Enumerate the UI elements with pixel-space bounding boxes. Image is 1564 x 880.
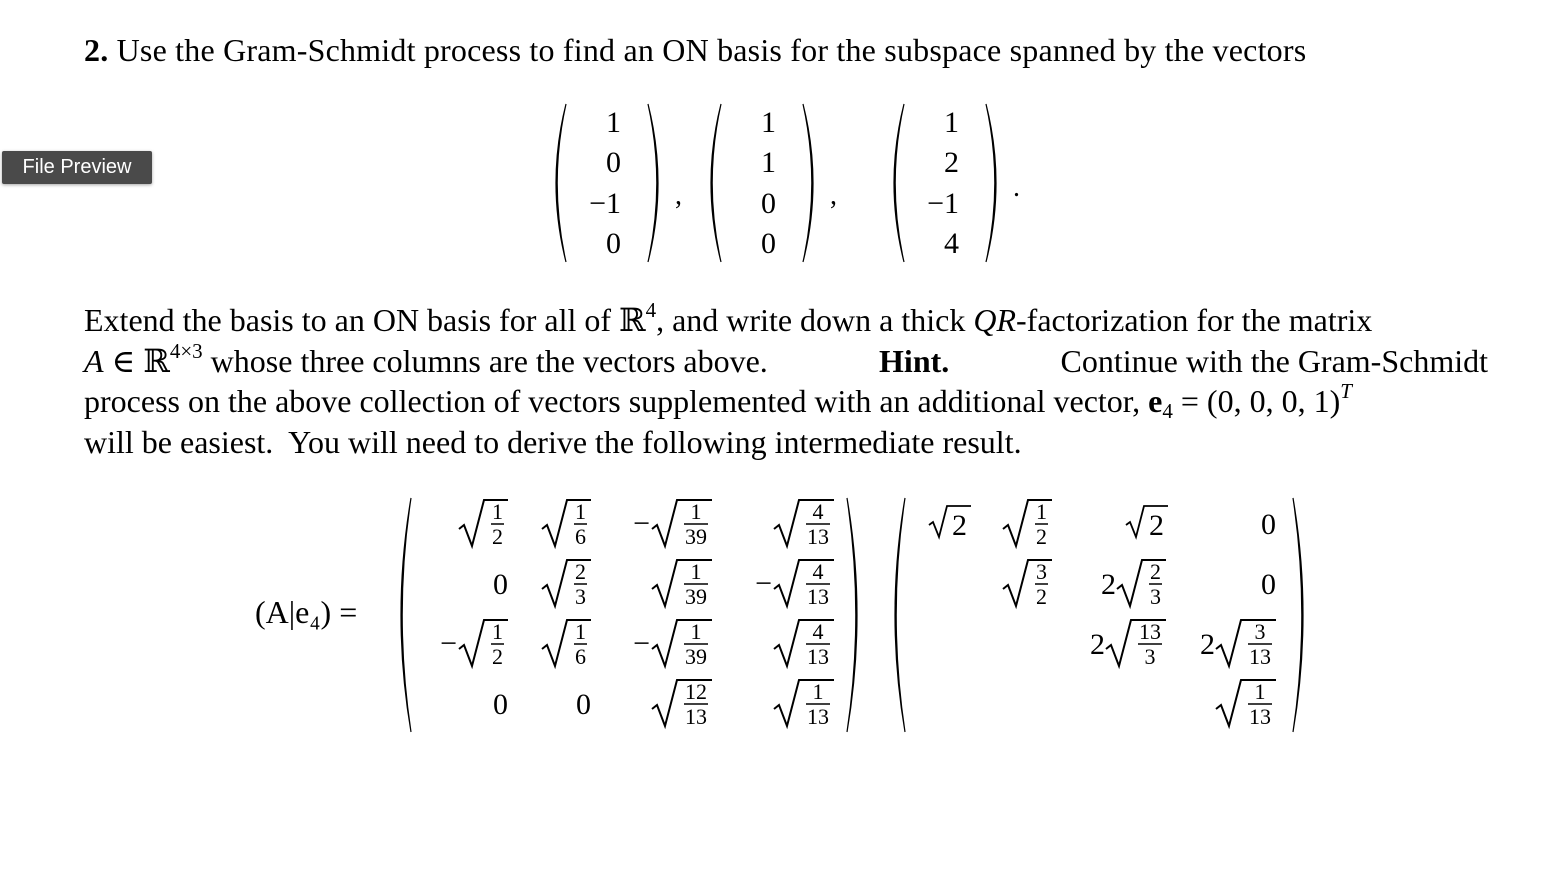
fraction-denominator: 3 [1144, 644, 1156, 669]
vector-3 [894, 104, 1020, 262]
matrix-q [401, 498, 857, 732]
fraction-denominator: 6 [575, 524, 586, 549]
matrix-q-left-paren [401, 498, 411, 732]
vector-left-paren [711, 104, 721, 262]
qr-symbol: QR [973, 302, 1016, 338]
vector-entry: 4 [944, 227, 959, 260]
fraction-numerator: 1 [575, 499, 586, 524]
e4-symbol: e [1148, 383, 1163, 419]
radical-sign [459, 620, 508, 666]
fraction-numerator: 1 [575, 619, 586, 644]
e4-value: = (0, 0, 0, 1) [1172, 383, 1341, 419]
fraction-denominator: 2 [1036, 584, 1047, 609]
fraction-numerator: 1 [812, 679, 824, 704]
vector-entry: 1 [944, 106, 959, 139]
fraction-denominator: 39 [685, 584, 707, 609]
radical-sign [652, 560, 712, 606]
vector-entry: −1 [927, 187, 959, 220]
matrix-r-row [929, 499, 1276, 549]
vector-1 [556, 104, 682, 262]
fraction-numerator: 13 [1139, 619, 1161, 644]
radical-sign [652, 620, 712, 666]
problem-statement [84, 30, 1306, 70]
fraction-numerator: 3 [1036, 559, 1047, 584]
fraction-denominator: 3 [1150, 584, 1161, 609]
fraction-numerator: 4 [812, 559, 824, 584]
text-thick: , and write down a thick [656, 302, 974, 338]
element-of-symbol: ∈ [103, 342, 144, 379]
vector-2 [711, 104, 837, 262]
matrix-entry-value: 0 [493, 568, 508, 601]
radical-sign [1126, 506, 1168, 537]
fraction-numerator: 1 [1036, 499, 1047, 524]
radical-sign [774, 620, 834, 666]
vector-right-paren [803, 104, 813, 262]
fraction-numerator: 1 [690, 619, 702, 644]
fraction-denominator: 2 [1036, 524, 1047, 549]
radicand: 2 [1149, 509, 1164, 542]
matrix-r-right-paren [1293, 498, 1303, 732]
fraction-denominator: 13 [807, 644, 829, 669]
instructions-paragraph [84, 300, 1488, 462]
radical-sign [774, 500, 834, 546]
radical-sign [1003, 500, 1052, 546]
vector-entry: 1 [761, 106, 776, 139]
hint-label: Hint. [879, 342, 950, 379]
minus-sign: − [633, 507, 650, 540]
file-preview-button[interactable]: File Preview [2, 151, 152, 184]
radical-sign [652, 680, 712, 726]
fraction-numerator: 1 [1254, 679, 1266, 704]
fraction-denominator: 2 [492, 644, 503, 669]
matrix-q-row [440, 619, 834, 669]
matrix-a-symbol: A [84, 342, 104, 379]
transpose-symbol: T [1340, 379, 1352, 403]
radical-sign [774, 680, 834, 726]
minus-sign: − [440, 627, 457, 660]
radical-sign [1216, 680, 1276, 726]
vector-right-paren [648, 104, 658, 262]
fraction-numerator: 1 [690, 559, 702, 584]
fraction-denominator: 39 [685, 524, 707, 549]
matrix-r [895, 498, 1303, 732]
fraction-numerator: 4 [812, 499, 824, 524]
matrix-r-row [1216, 679, 1276, 729]
vector-entry: 0 [761, 187, 776, 220]
coefficient: 2 [1101, 568, 1116, 601]
matrix-q-row [459, 499, 834, 549]
fraction-numerator: 2 [1150, 559, 1161, 584]
fraction-numerator: 1 [690, 499, 702, 524]
radical-sign [774, 560, 834, 606]
matrix-entry-value: 0 [1261, 508, 1276, 541]
matrix-q-row [493, 679, 834, 729]
fraction-denominator: 13 [807, 524, 829, 549]
radical-sign [1216, 620, 1276, 666]
minus-sign: − [755, 567, 772, 600]
reals-symbol: ℝ [619, 302, 646, 338]
fraction-numerator: 12 [685, 679, 707, 704]
matrix-q-row [493, 559, 834, 609]
matrix-r-row [1003, 559, 1276, 609]
vector-entry: 0 [606, 227, 621, 260]
matrix-r-row [1090, 619, 1276, 669]
fraction-numerator: 2 [575, 559, 586, 584]
vector-entry: 1 [606, 106, 621, 139]
radical-sign [542, 620, 591, 666]
problem-text: Use the Gram-Schmidt process to find an ON basis for the subspace spanned by the vectors [116, 32, 1307, 68]
equation-lhs: (A|e₄) = [255, 594, 358, 630]
fraction-denominator: 13 [685, 704, 707, 729]
fraction-numerator: 3 [1254, 619, 1266, 644]
minus-sign: − [633, 627, 650, 660]
matrix-r-left-paren [895, 498, 905, 732]
fraction-denominator: 13 [1249, 644, 1271, 669]
vector-entry: 0 [761, 227, 776, 260]
exponent-4x3: 4×3 [169, 338, 203, 363]
exponent-4: 4 [645, 298, 657, 322]
radical-sign [542, 500, 591, 546]
vector-separator: . [1013, 172, 1020, 203]
vector-separator: , [830, 180, 837, 211]
vector-right-paren [986, 104, 996, 262]
vector-entry: 2 [944, 146, 959, 179]
fraction-numerator: 1 [492, 619, 503, 644]
matrix-entry-value: 0 [493, 688, 508, 721]
radical-sign [1117, 560, 1166, 606]
fraction-denominator: 3 [575, 584, 586, 609]
fraction-denominator: 13 [807, 584, 829, 609]
fraction-denominator: 39 [685, 644, 707, 669]
radical-sign [929, 506, 971, 537]
fraction-numerator: 4 [812, 619, 824, 644]
fraction-denominator: 13 [807, 704, 829, 729]
radical-sign [1003, 560, 1052, 606]
fraction-numerator: 1 [492, 499, 503, 524]
radical-sign [1106, 620, 1166, 666]
vector-separator: , [675, 180, 682, 211]
text-easiest: will be easiest. You will need to derive the following intermediate result. [84, 423, 1022, 460]
coefficient: 2 [1090, 628, 1105, 661]
matrix-entry-value: 0 [576, 688, 591, 721]
text-extend: Extend the basis to an ON basis for all of [84, 302, 619, 338]
reals-symbol-2: ℝ [143, 342, 170, 379]
radical-sign [542, 560, 591, 606]
text-columns: whose three columns are the vectors above. [202, 342, 768, 379]
matrix-q-right-paren [847, 498, 857, 732]
text-factorization: -factorization for the matrix [1016, 302, 1373, 338]
problem-number: 2. [84, 32, 109, 68]
radical-sign [652, 500, 712, 546]
vector-entry: −1 [589, 187, 621, 220]
radical-sign [459, 500, 508, 546]
radicand: 2 [952, 509, 967, 542]
fraction-denominator: 13 [1249, 704, 1271, 729]
text-process: process on the above collection of vectors supplemented with an additional vector, [84, 383, 1149, 419]
vector-entry: 1 [761, 146, 776, 179]
fraction-denominator: 6 [575, 644, 586, 669]
fraction-denominator: 2 [492, 524, 503, 549]
vector-left-paren [556, 104, 566, 262]
text-continue: Continue with the Gram-Schmidt [1060, 342, 1488, 379]
e4-subscript: 4 [1162, 399, 1173, 423]
vector-entry: 0 [606, 146, 621, 179]
matrix-entry-value: 0 [1261, 568, 1276, 601]
coefficient: 2 [1200, 628, 1215, 661]
vector-left-paren [894, 104, 904, 262]
